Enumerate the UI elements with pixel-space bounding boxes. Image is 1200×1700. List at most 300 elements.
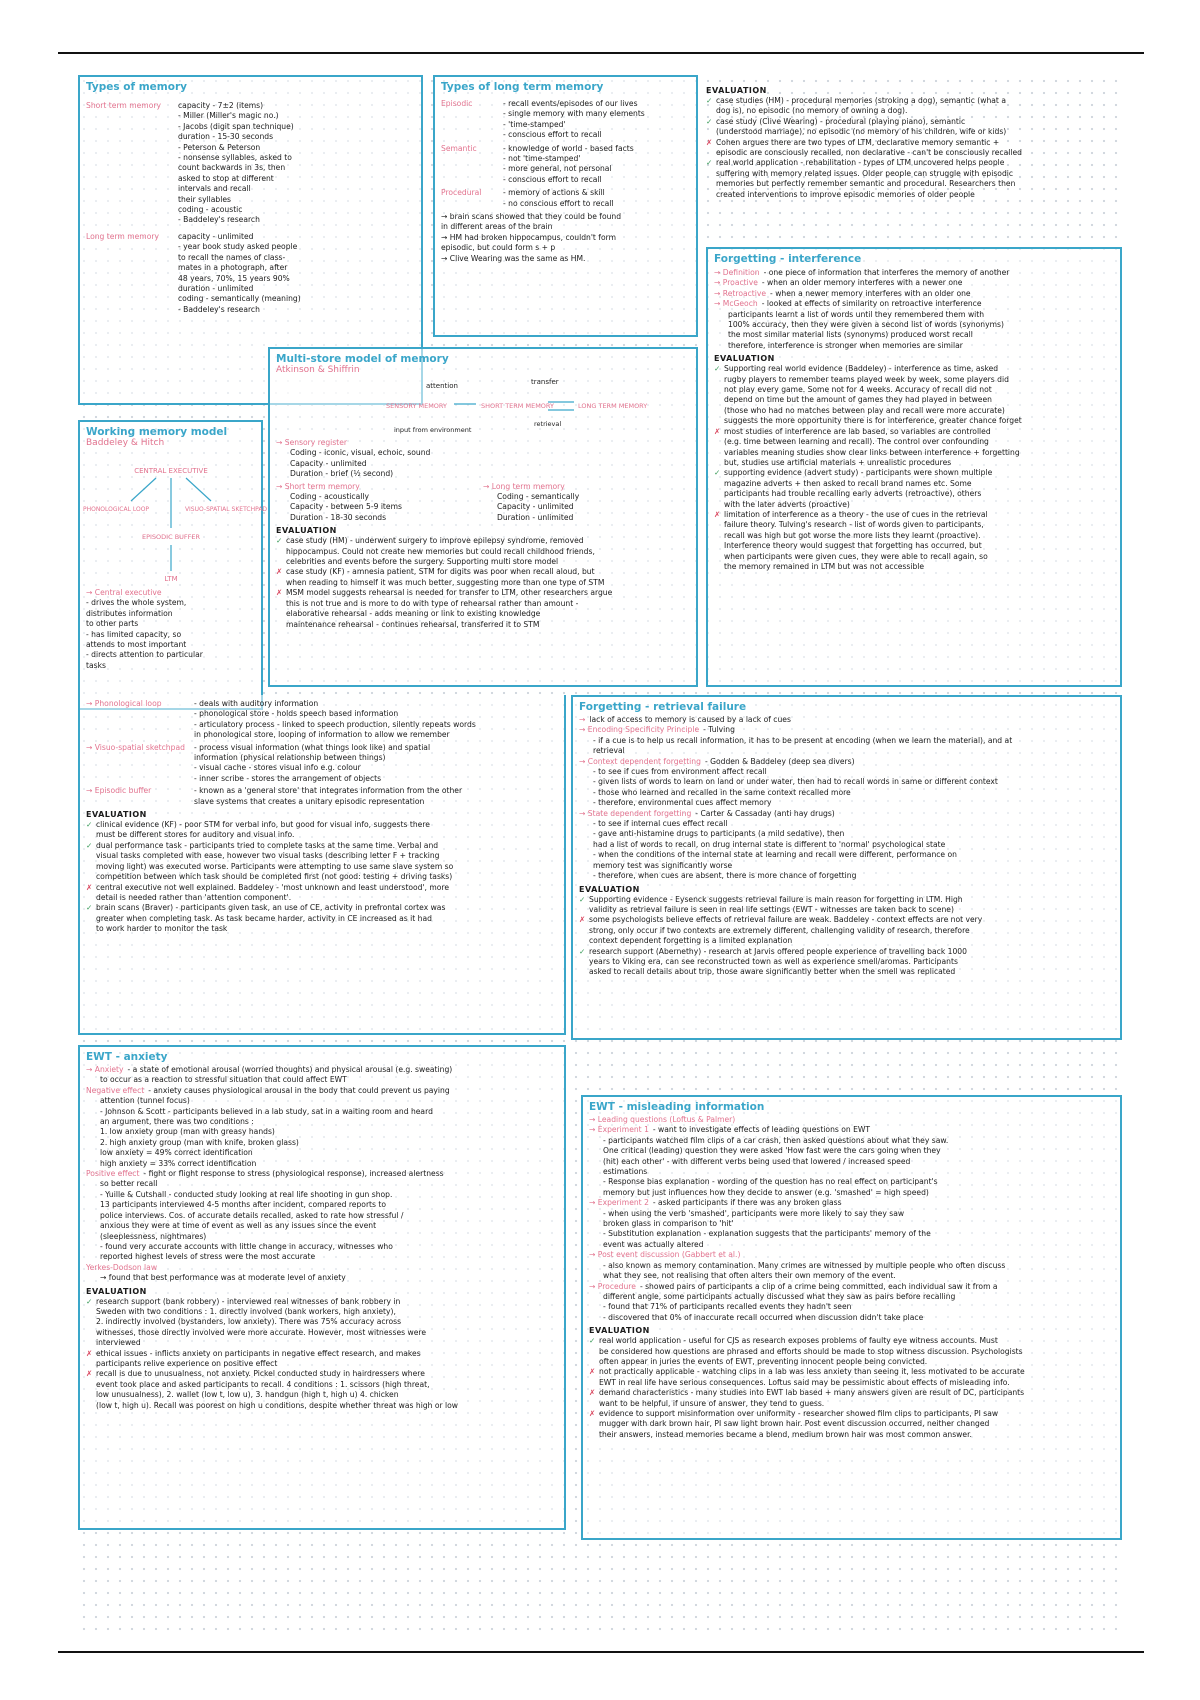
ltm-extra-lines: [441, 212, 690, 264]
ltm-lines: [178, 232, 415, 315]
eval-text: detail is needed rather than 'attention component'.: [96, 892, 292, 902]
eval-text: strong, only occur if two contexts are extremely different, challenging validity of research, therefore: [589, 925, 970, 935]
line-text: 1. low anxiety group (man with greasy hands): [100, 1127, 275, 1137]
line-text: - those who learned and recalled in the same context recalled more: [593, 787, 851, 797]
note-line: [86, 1159, 558, 1169]
eval-line: [86, 1328, 558, 1338]
line-text: participants learnt a list of words until they remembered them with: [728, 309, 985, 319]
line-text: - when using the verb 'smashed', participants were more likely to say they saw: [603, 1208, 905, 1218]
eval-line: [276, 567, 690, 577]
eval-text: real world application - rehabilitation - types of LTM uncovered helps people: [716, 158, 1005, 168]
line-text: what they see, not realising that often alters their own memory of the event.: [603, 1271, 896, 1281]
eval-text: suggests the more opportunity there is for interference, greater chance forget: [724, 416, 1022, 426]
sensory-node: SENSORY MEMORY: [386, 402, 447, 410]
eval-line: [714, 416, 1114, 426]
note-line: [86, 1211, 558, 1221]
eval-heading: EVALUATION: [276, 526, 337, 536]
eval-heading: EVALUATION: [714, 354, 775, 364]
note-line: coding - acoustic: [178, 205, 243, 215]
eval-line: [86, 1297, 558, 1307]
line-text: - when a newer memory interferes with an older one: [770, 288, 971, 298]
note-line: → HM had broken hippocampus, couldn't form: [441, 232, 617, 242]
eval-line: [589, 1388, 1114, 1398]
note-line: in different areas of the brain: [441, 222, 553, 232]
semantic-lines: [503, 144, 690, 186]
line-text: - discovered that 0% of inaccurate recall occurred when discussion didn't take place: [603, 1312, 924, 1322]
line-label: Negative effect: [86, 1085, 145, 1095]
tick-icon: ✓: [86, 1296, 93, 1306]
note-line: - nonsense syllables, asked to: [178, 153, 292, 163]
line-text: police interviews. Cos. of accurate details recalled, asked to rate how stressful /: [100, 1210, 404, 1220]
note-line: [86, 1263, 558, 1273]
line-text: - Substitution explanation - explanation suggests that the participants' memory of the: [603, 1229, 931, 1239]
tick-icon: ✓: [706, 116, 713, 126]
note-line: [589, 1177, 1114, 1187]
procedural-label: Procedural: [441, 188, 482, 198]
pl-node: PHONOLOGICAL LOOP: [82, 506, 150, 513]
note-line: [579, 777, 1114, 787]
eval-heading: EVALUATION: [706, 86, 767, 95]
eval-text: recall is due to unusualness, not anxiety. Pickel conducted study in hairdressers where: [96, 1369, 425, 1379]
box-subtitle: Atkinson & Shiffrin: [276, 365, 360, 375]
note-line: - Miller (Miller's magic no.): [178, 111, 279, 121]
eval-text: witnesses, those directly involved were more accurate. However, most witnesses were: [96, 1327, 426, 1337]
eval-text: most studies of interference are lab based, so variables are controlled: [724, 426, 991, 436]
eval-text: with the later adverts (proactive): [724, 499, 850, 509]
eval-text: variables meaning studies show clear links between interference + forgetting: [724, 447, 1020, 457]
cross-icon: ✗: [714, 426, 721, 436]
note-line: [589, 1115, 1114, 1125]
eval-line: [86, 830, 558, 840]
note-line: [589, 1146, 1114, 1156]
line-text: - anxiety causes physiological arousal in the body that could prevent us paying: [148, 1085, 450, 1095]
note-line: [579, 829, 1114, 839]
attention-label: attention: [426, 382, 458, 390]
eval-text: Cohen argues there are two types of LTM, declarative memory semantic +: [716, 137, 1000, 147]
line-text: to occur as a reaction to stressful situation that could affect EWT: [100, 1075, 347, 1085]
note-line: [579, 871, 1114, 881]
note-line: [579, 819, 1114, 829]
eval-line: [86, 1359, 558, 1369]
line-text: 2. high anxiety group (man with knife, broken glass): [100, 1137, 299, 1147]
eval-text: memories but perfectly remember semantic and procedural. Researchers then: [716, 179, 1016, 189]
eval-text: case study (KF) - amnesia patient, STM for digits was poor when recall aloud, but: [286, 567, 595, 577]
note-line: [86, 1190, 558, 1200]
eval-line: [714, 385, 1114, 395]
note-line: - not 'time-stamped': [503, 154, 581, 164]
eval-text: interviewed: [96, 1338, 141, 1348]
eval-line: [714, 489, 1114, 499]
note-line: [589, 1167, 1114, 1177]
note-line: [86, 1096, 558, 1106]
note-line: [86, 1075, 558, 1085]
eval-line: [276, 557, 690, 567]
eval-text: recall was high but got worse the more lists they learnt (proactive).: [724, 530, 981, 540]
tick-icon: ✓: [579, 894, 586, 904]
line-text: - Response bias explanation - wording of the question has no real effect on participant's: [603, 1177, 938, 1187]
line-text: high anxiety = 33% correct identification: [100, 1158, 257, 1168]
line-label: → Definition: [714, 268, 760, 277]
note-line: Capacity - between 5-9 items: [290, 502, 402, 512]
note-line: Capacity - unlimited: [497, 502, 574, 512]
note-line: [714, 268, 1114, 278]
eval-text: this is not true and is more to do with type of rehearsal rather than amount -: [286, 598, 579, 608]
eval-line: [579, 967, 1114, 977]
cross-icon: ✗: [86, 1348, 93, 1358]
line-label: → Procedure: [589, 1281, 636, 1291]
line-label: → Post event discussion (Gabbert et al.): [589, 1250, 741, 1260]
cross-icon: ✗: [579, 915, 586, 925]
ce-label: → Central executive: [86, 588, 162, 597]
note-line: [589, 1229, 1114, 1239]
note-line: - year book study asked people: [178, 242, 298, 252]
note-line: - inner scribe - stores the arrangement of objects: [194, 773, 382, 783]
stm-node: SHORT TERM MEMORY: [481, 402, 554, 410]
note-line: [579, 746, 1114, 756]
eval-text: suffering with memory related issues. Older people can struggle with episodic: [716, 168, 1014, 178]
eval-text: MSM model suggests rehearsal is needed for transfer to LTM, other researchers argue: [286, 588, 613, 598]
note-line: [714, 278, 1114, 288]
eval-line: [579, 895, 1114, 905]
eval-line: [589, 1357, 1114, 1367]
note-line: - has limited capacity, so: [86, 629, 182, 639]
eval-line: [706, 127, 1116, 137]
line-text: retrieval: [593, 746, 625, 756]
ce-node: CENTRAL EXECUTIVE: [134, 467, 208, 475]
line-label: Positive effect: [86, 1169, 140, 1179]
tick-icon: ✓: [706, 96, 713, 105]
line-text: - to see if internal cues effect recall: [593, 819, 728, 829]
wmm-detail-box: [78, 695, 566, 1035]
line-text: → found that best performance was at moderate level of anxiety: [100, 1273, 346, 1283]
interference-box: [706, 247, 1122, 687]
msm-ltm-label: → Long term memory: [483, 481, 565, 491]
eval-line: [86, 924, 558, 934]
line-label: → Experiment 1: [589, 1125, 649, 1135]
line-text: attention (tunnel focus): [100, 1096, 190, 1106]
line-text: broken glass in comparison to 'hit': [603, 1219, 734, 1229]
line-text: - Johnson & Scott - participants believed in a lab study, sat in a waiting room and heard: [100, 1106, 433, 1116]
note-line: Duration - brief (½ second): [290, 469, 394, 479]
eval-text: dog is), no episodic (no memory of owning a dog).: [716, 106, 908, 116]
eval-text: their answers, instead memories became a blend, medium brown hair was most common answer.: [599, 1429, 972, 1439]
note-line: - process visual information (what things look like) and spatial: [194, 742, 431, 752]
tick-icon: ✓: [706, 158, 713, 168]
note-line: [714, 330, 1114, 340]
eval-text: to work harder to monitor the task: [96, 924, 228, 934]
eval-text: years to Viking era, can see reconstructed town as well as experience smell/aromas. Participants: [589, 956, 958, 966]
eval-line: [276, 588, 690, 598]
note-line: - articulatory process - linked to speech production, silently repeats words: [194, 719, 476, 729]
note-line: Duration - 18-30 seconds: [290, 512, 387, 522]
eval-text: context dependent forgetting is a limited explanation: [589, 936, 793, 946]
note-line: [589, 1302, 1114, 1312]
note-line: [579, 788, 1114, 798]
eval-line: [86, 1307, 558, 1317]
eval-text: mugger with dark brown hair, PI saw light brown hair. Post event discussion occurred, neither changed: [599, 1419, 990, 1429]
eval-line: [706, 190, 1116, 200]
line-text: - Yuille & Cutshall - conducted study looking at real life shooting in gun shop.: [100, 1189, 393, 1199]
eval-line: [86, 872, 558, 882]
eval-text: case studies (HM) - procedural memories (stroking a dog), semantic (what a: [716, 96, 1006, 105]
cross-icon: ✗: [706, 137, 713, 147]
eval-line: [579, 947, 1114, 957]
cross-icon: ✗: [589, 1388, 596, 1398]
line-text: - given lists of words to learn on land or under water, then had to recall words in same or different context: [593, 777, 998, 787]
note-line: [579, 840, 1114, 850]
stm-lines: [178, 101, 415, 226]
note-line: Coding - semantically: [497, 492, 580, 502]
eval-text: Sweden with two conditions : 1. directly involved (bank workers, high anxiety),: [96, 1306, 396, 1316]
line-text: low anxiety = 49% correct identification: [100, 1148, 253, 1158]
eval-text: limitation of interference as a theory - the use of cues in the retrieval: [724, 509, 988, 519]
note-line: their syllables: [178, 194, 231, 204]
note-line: [589, 1157, 1114, 1167]
eval-text: rugby players to remember teams played week by week, some players did: [724, 374, 1009, 384]
line-text: therefore, interference is stronger when memories are similar: [728, 340, 963, 350]
note-line: [714, 341, 1114, 351]
line-text: so better recall: [100, 1179, 158, 1189]
eval-text: hippocampus. Could not create new memories but could recall childhood friends,: [286, 546, 595, 556]
line-text: reported highest levels of stress were the most accurate: [100, 1252, 316, 1262]
line-text: - also known as memory contamination. Many crimes are witnessed by multiple people who often discuss: [603, 1260, 1006, 1270]
eval-heading: EVALUATION: [589, 1326, 650, 1336]
box-title: Multi-store model of memory: [276, 353, 449, 365]
cross-icon: ✗: [276, 567, 283, 577]
episodic-label: Episodic: [441, 99, 473, 108]
note-line: to recall the names of class-: [178, 252, 286, 262]
multi-store-box: [268, 347, 698, 687]
line-text: - found very accurate accounts with little change in accuracy, witnesses who: [100, 1241, 393, 1251]
eval-text: moving light) was executed worse. Participants were attempting to use same slave system so: [96, 861, 454, 871]
eval-line: [589, 1347, 1114, 1357]
note-line: Coding - acoustically: [290, 492, 369, 502]
tick-icon: ✓: [276, 536, 283, 546]
note-line: [589, 1136, 1114, 1146]
eval-line: [86, 1390, 558, 1400]
box-title: Types of long term memory: [441, 81, 604, 93]
note-line: - Jacobs (digit span technique): [178, 121, 294, 131]
eval-text: supporting evidence (advert study) - participants were shown multiple: [724, 468, 993, 478]
note-line: slave systems that creates a unitary episodic representation: [194, 796, 425, 806]
eval-line: [714, 531, 1114, 541]
box-title: EWT - anxiety: [86, 1051, 168, 1063]
eval-line: [589, 1399, 1114, 1409]
note-line: [589, 1261, 1114, 1271]
eval-line: [86, 1349, 558, 1359]
retrieval-label: retrieval: [534, 420, 562, 428]
eval-line: [579, 957, 1114, 967]
line-label: → Retroactive: [714, 288, 767, 298]
note-line: [579, 798, 1114, 808]
ltm-node: LONG TERM MEMORY: [578, 402, 648, 410]
note-line: [579, 736, 1114, 746]
line-label: → Leading questions (Loftus & Palmer): [589, 1115, 736, 1124]
line-text: anxious they were at time of event as well as any issues since the event: [100, 1221, 377, 1231]
eval-line: [276, 599, 690, 609]
cross-icon: ✗: [86, 882, 93, 892]
ltm-evaluation: [706, 83, 1116, 243]
line-text: 13 participants interviewed 4-5 months after incident, compared reports to: [100, 1200, 387, 1210]
tick-icon: ✓: [714, 364, 721, 374]
note-line: - conscious effort to recall: [503, 174, 602, 184]
eval-line: [276, 609, 690, 619]
note-line: [86, 1117, 558, 1127]
eval-text: not practically applicable - watching clips in a lab was less anxiety than seeing it, less motivated to be accurate: [599, 1367, 1025, 1377]
ltm-node: LTM: [164, 575, 178, 583]
eval-text: research support (Abernethy) - research at Jarvis offered people experience of travelling back 1000: [589, 946, 967, 956]
line-text: event was actually altered: [603, 1239, 704, 1249]
eval-line: [589, 1430, 1114, 1440]
note-line: [579, 725, 1114, 735]
note-line: - Baddeley's research: [178, 304, 260, 314]
note-line: capacity - 7±2 (items): [178, 101, 264, 110]
cross-icon: ✗: [86, 1369, 93, 1379]
eval-text: clinical evidence (KF) - poor STM for verbal info, but good for visual info, suggests there: [96, 820, 430, 830]
eval-heading: EVALUATION: [86, 1286, 147, 1296]
eval-text: dual performance task - participants tried to complete tasks at the same time. Verbal and: [96, 840, 439, 850]
line-text: the most similar material lists (synonyms) produced worst recall: [728, 330, 973, 340]
eval-text: central executive not well explained. Baddeley - 'most unknown and least understood', more: [96, 882, 450, 892]
line-text: an argument, there was two conditions :: [100, 1117, 254, 1127]
eval-line: [86, 914, 558, 924]
box-title: Types of memory: [86, 81, 187, 93]
eval-line: [706, 138, 1116, 148]
eval-line: [86, 1338, 558, 1348]
eval-text: episodic are consciously recalled, non declarative - can't be consciously recalled: [716, 148, 1022, 158]
box-title: Forgetting - retrieval failure: [579, 701, 747, 713]
eval-line: [714, 468, 1114, 478]
note-line: [86, 1200, 558, 1210]
note-line: distributes information: [86, 608, 173, 618]
cross-icon: ✗: [714, 509, 721, 519]
eval-line: [86, 1380, 558, 1390]
eval-text: must be different stores for auditory and visual info.: [96, 830, 295, 840]
note-line: [714, 310, 1114, 320]
note-line: attends to most important: [86, 640, 187, 650]
note-line: [589, 1240, 1114, 1250]
eval-line: [579, 905, 1114, 915]
note-line: in phonological store, looping of information to allow we remember: [194, 730, 450, 740]
eval-line: [579, 936, 1114, 946]
line-label: → Encoding Specificity Principle: [579, 725, 700, 735]
line-text: - Tulving: [703, 725, 735, 735]
eval-line: [86, 1369, 558, 1379]
note-line: [714, 289, 1114, 299]
line-text: - one piece of information that interferes the memory of another: [763, 268, 1010, 277]
eval-line: [714, 458, 1114, 468]
line-text: had a list of words to recall, on drug internal state is different to 'normal' psychological state: [593, 839, 946, 849]
eval-text: some psychologists believe effects of retrieval failure are weak. Baddeley - context effects are not very: [589, 915, 983, 925]
eval-line: [579, 926, 1114, 936]
eval-line: [706, 117, 1116, 127]
top-rule: [58, 52, 1144, 54]
line-text: - looked at effects of similarity on retroactive interference: [761, 299, 982, 309]
eval-text: case study (Clive Wearing) - procedural (playing piano), semantic: [716, 116, 966, 126]
note-line: - conscious effort to recall: [503, 130, 602, 140]
eval-text: validity as retrieval failure is seen in real life settings (EWT - witnesses are taken back to scene): [589, 904, 954, 914]
eval-text: brain scans (Braver) - participants given task, an use of CE, activity in prefrontal cortex was: [96, 903, 446, 913]
line-text: different angle, some participants actually discussed what they saw as pairs before recalling: [603, 1291, 956, 1301]
note-line: - single memory with many elements: [503, 109, 645, 119]
note-line: Duration - unlimited: [497, 512, 574, 522]
procedural-lines: [503, 188, 690, 209]
note-line: [589, 1282, 1114, 1292]
note-line: information (physical relationship between things): [194, 753, 386, 763]
note-line: [589, 1188, 1114, 1198]
working-memory-box: [78, 420, 268, 710]
tick-icon: ✓: [86, 820, 93, 830]
eval-text: real world application - useful for CJS as research exposes problems of faulty eye witness accounts. Must: [599, 1336, 998, 1346]
eval-line: [706, 179, 1116, 189]
note-line: - Peterson & Peterson: [178, 142, 261, 152]
eval-line: [714, 562, 1114, 572]
eval-line: [714, 510, 1114, 520]
bottom-rule: [58, 1651, 1144, 1653]
line-text: (sleeplessness, nightmares): [100, 1231, 207, 1241]
note-line: asked to stop at different: [178, 173, 274, 183]
eval-line: [86, 883, 558, 893]
eval-line: [589, 1336, 1114, 1346]
note-line: [86, 1221, 558, 1231]
note-line: [86, 1179, 558, 1189]
retrieval-failure-box: [571, 695, 1122, 1040]
eval-text: research support (bank robbery) - interviewed real witnesses of bank robbery in: [96, 1296, 401, 1306]
eval-line: [714, 375, 1114, 385]
line-text: - showed pairs of participants a clip of a crime being committed, each individual saw it from a: [639, 1281, 998, 1291]
notes-sheet: [78, 75, 1122, 1635]
note-line: [579, 757, 1114, 767]
eval-line: [86, 851, 558, 861]
note-line: - no conscious effort to recall: [503, 198, 614, 208]
eval-line: [706, 169, 1116, 179]
eval-line: [714, 427, 1114, 437]
eval-text: but, studies use artificial materials + unrealistic procedures: [724, 457, 952, 467]
line-text: memory test was significantly worse: [593, 860, 733, 870]
eval-text: celebrities and events before the surgery. Supporting multi store model: [286, 557, 559, 567]
eval-line: [714, 364, 1114, 374]
note-line: [714, 320, 1114, 330]
eval-line: [714, 500, 1114, 510]
eval-text: participants relive experience on positive effect: [96, 1358, 278, 1368]
eval-text: created interventions to improve episodic memories of older people: [716, 189, 975, 199]
note-line: [589, 1125, 1114, 1135]
stm-label: Short term memory: [86, 101, 161, 110]
box-title: Working memory model: [86, 426, 228, 438]
cross-icon: ✗: [276, 588, 283, 598]
eval-text: 2. indirectly involved (bystanders, low anxiety). There was 75% accuracy across: [96, 1317, 402, 1327]
eval-text: maintenance rehearsal - continues rehearsal, transferred it to STM: [286, 619, 540, 629]
line-label: Yerkes-Dodson law: [86, 1262, 158, 1272]
line-label: →: [579, 715, 586, 724]
ltm-label: Long term memory: [86, 231, 159, 241]
eval-line: [714, 395, 1114, 405]
eval-line: [86, 862, 558, 872]
line-text: - therefore, environmental cues affect memory: [593, 798, 772, 808]
line-text: - a state of emotional arousal (worried thoughts) and physical arousal (e.g. sweating): [127, 1065, 453, 1074]
eval-text: event took place and asked participants to recall. 4 conditions : 1. scissors (high threat,: [96, 1379, 430, 1389]
note-line: - deals with auditory information: [194, 699, 319, 708]
note-line: - directs attention to particular: [86, 650, 203, 660]
ewt-misleading-box: [581, 1095, 1122, 1540]
note-line: [86, 1065, 558, 1075]
note-line: - phonological store - holds speech based information: [194, 709, 399, 719]
eval-line: [589, 1419, 1114, 1429]
eval-text: visual tasks completed with ease, however two visual tasks (describing letter F + tracking: [96, 851, 440, 861]
line-label: → Experiment 2: [589, 1198, 649, 1208]
note-line: duration - unlimited: [178, 283, 254, 293]
pl-label: → Phonological loop: [86, 699, 162, 708]
